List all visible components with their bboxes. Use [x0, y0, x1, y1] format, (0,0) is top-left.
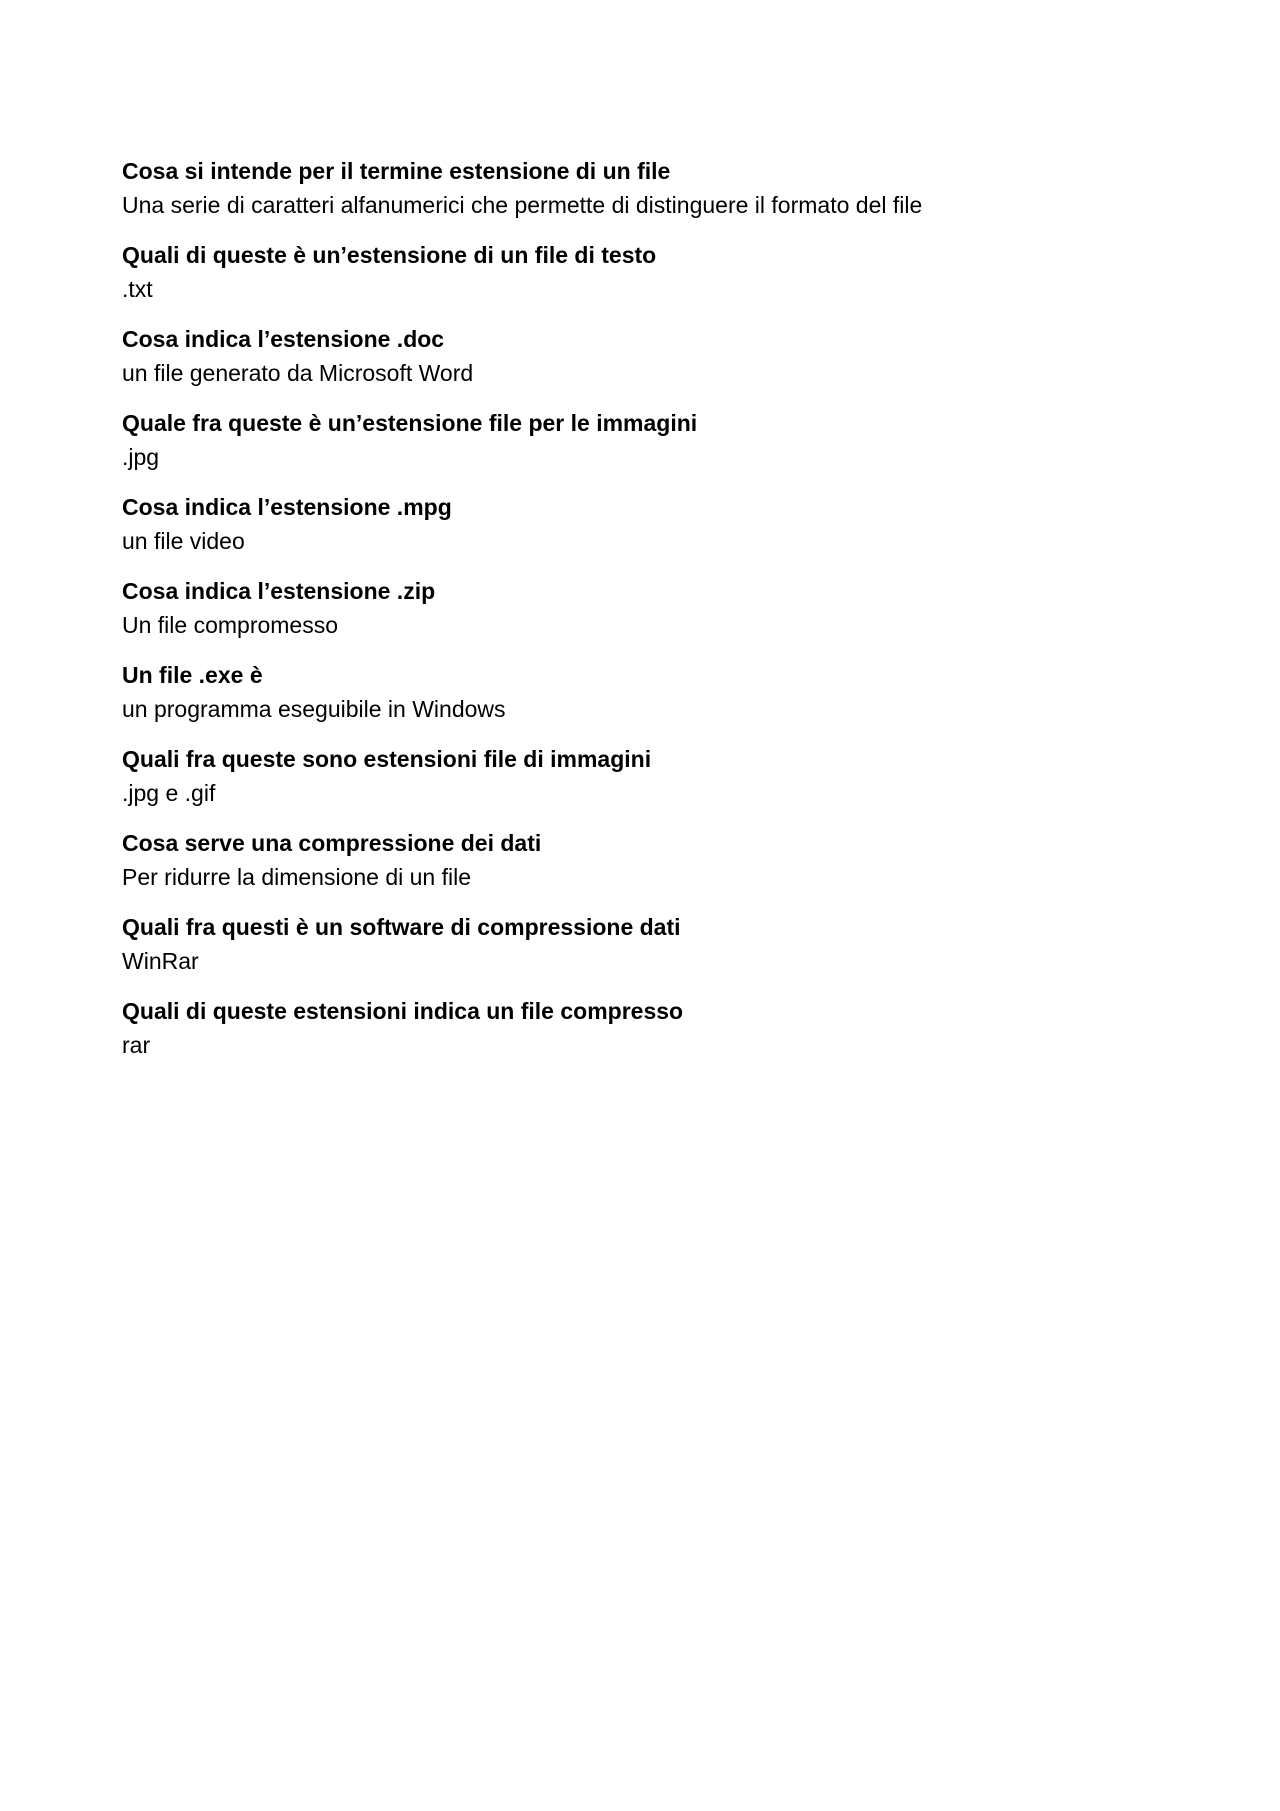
- qa-item: [122, 742, 1162, 810]
- qa-item: [122, 994, 1162, 1062]
- question-text: Quali di queste è un’estensione di un file di testo: [122, 242, 657, 268]
- question-text: Un file .exe è: [122, 662, 263, 688]
- question-text: Cosa indica l’estensione .zip: [122, 578, 436, 604]
- answer-text: Un file compromesso: [122, 612, 339, 638]
- qa-item: [122, 490, 1162, 558]
- answer-text: WinRar: [122, 948, 199, 974]
- question-text: Cosa si intende per il termine estensione di un file: [122, 158, 671, 184]
- question-text: Quali di queste estensioni indica un file compresso: [122, 998, 684, 1024]
- question-text: Quali fra questi è un software di compressione dati: [122, 914, 681, 940]
- question-text: Cosa indica l’estensione .mpg: [122, 494, 452, 520]
- question-text: Cosa indica l’estensione .doc: [122, 326, 445, 352]
- qa-item: [122, 238, 1162, 306]
- answer-text: Per ridurre la dimensione di un file: [122, 864, 472, 890]
- question-text: Cosa serve una compressione dei dati: [122, 830, 542, 856]
- qa-item: [122, 910, 1162, 978]
- answer-text: un file generato da Microsoft Word: [122, 360, 474, 386]
- answer-text: .jpg: [122, 444, 160, 470]
- answer-text: rar: [122, 1032, 151, 1058]
- qa-item: [122, 574, 1162, 642]
- qa-item: [122, 826, 1162, 894]
- qa-item: [122, 154, 1162, 222]
- question-text: Quale fra queste è un’estensione file per le immagini: [122, 410, 698, 436]
- qa-item: [122, 658, 1162, 726]
- answer-text: un file video: [122, 528, 245, 554]
- answer-text: un programma eseguibile in Windows: [122, 696, 506, 722]
- qa-item: [122, 322, 1162, 390]
- answer-text: .txt: [122, 276, 153, 302]
- answer-text: Una serie di caratteri alfanumerici che permette di distinguere il formato del file: [122, 192, 923, 218]
- qa-list: [122, 154, 1162, 1078]
- qa-item: [122, 406, 1162, 474]
- question-text: Quali fra queste sono estensioni file di immagini: [122, 746, 652, 772]
- answer-text: .jpg e .gif: [122, 780, 216, 806]
